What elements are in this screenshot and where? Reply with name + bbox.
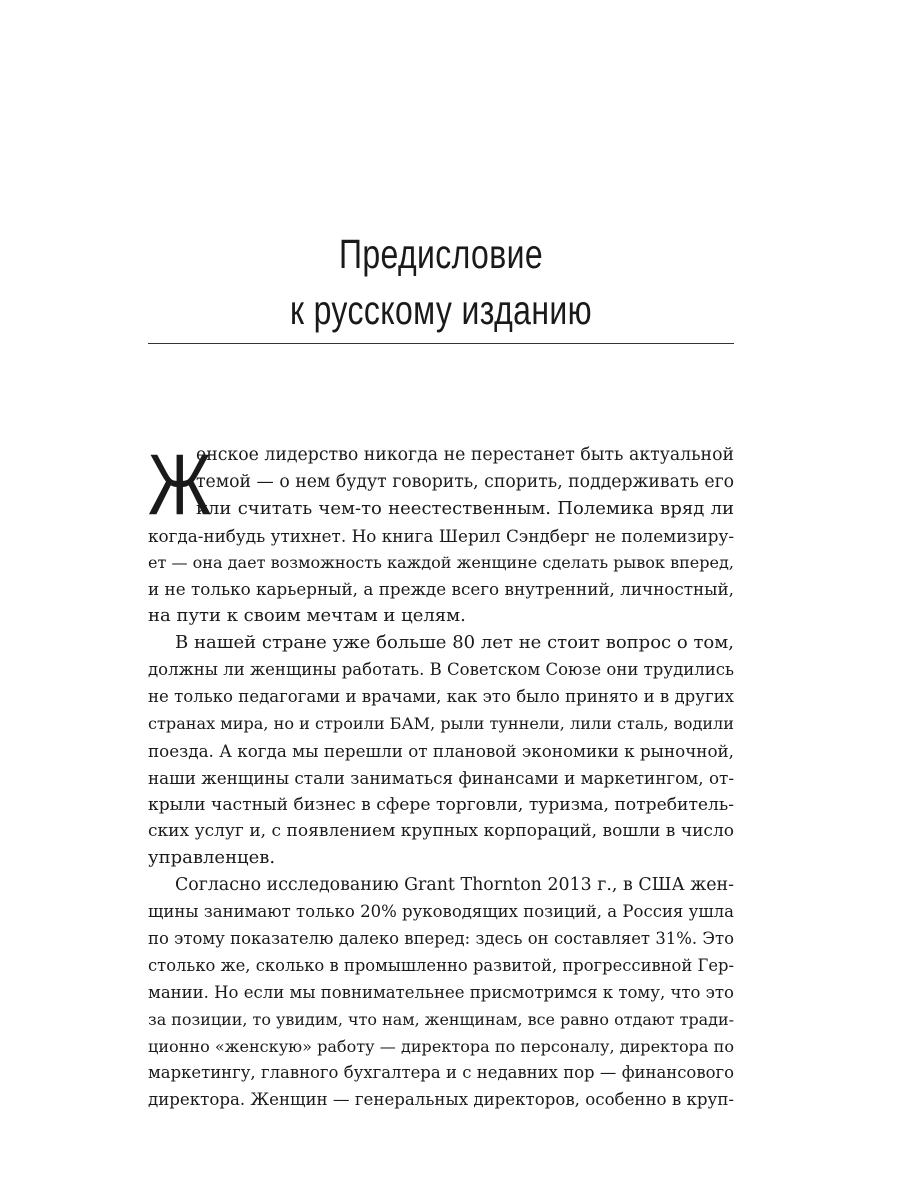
text-line: ет — она дает возможность каждой женщине сделать рывок вперед, (148, 552, 734, 572)
text-line: поезда. А когда мы перешли от плановой экономики к рыночной, (148, 740, 734, 761)
text-line: крыли частный бизнес в сфере торговли, туризма, потребитель- (148, 794, 734, 815)
chapter-title-line-2: к русскому изданию (289, 287, 593, 333)
text-line: Согласно исследованию Grant Thornton 2013 г., в США жен- (175, 875, 734, 896)
text-line: должны ли женщины работать. В Советском Союзе они трудились (148, 660, 734, 680)
text-line: наши женщины стали заниматься финансами и маркетингом, от- (148, 767, 734, 788)
text-line: на пути к своим мечтам и целям. (148, 605, 466, 627)
text-line: директора. Женщин — генеральных директоров, особенно в круп- (148, 1090, 734, 1110)
text-line: странах мира, но и строили БАМ, рыли туннели, лили сталь, водили (148, 713, 734, 733)
body-text (148, 437, 734, 1114)
text-line: енское лидерство никогда не перестанет быть актуальной (196, 445, 734, 465)
text-line: В нашей стране уже больше 80 лет не стоит вопрос о том, (175, 632, 734, 654)
chapter-title-line-1: Предисловие (338, 231, 544, 277)
text-line: не только педагогами и врачами, как это было принято и в других (148, 687, 734, 707)
text-line: ционно «женскую» работу — директора по персоналу, директора по (148, 1036, 734, 1056)
text-line: управленцев. (148, 847, 276, 869)
text-line: когда-нибудь утихнет. Но книга Шерил Сэндберг не полемизиру- (148, 525, 734, 546)
text-line: столько же, сколько в промышленно развитой, прогрессивной Гер- (148, 955, 734, 975)
text-line: и не только карьерный, а прежде всего внутренний, личностный, (148, 579, 734, 600)
text-line: за позиции, то увидим, что нам, женщинам, все равно отдают тради- (148, 1009, 734, 1029)
text-line: темой — о нем будут говорить, спорить, поддерживать его (196, 471, 734, 492)
text-line: маркетингу, главного бухгалтера и с недавних пор — финансового (148, 1063, 734, 1083)
chapter-title (212, 226, 669, 338)
text-line: или считать чем-то неестественным. Полемика вряд ли (196, 497, 734, 519)
text-line: мании. Но если мы повнимательнее присмотримся к тому, что это (148, 982, 734, 1002)
text-line: ских услуг и, с появлением крупных корпораций, вошли в число (148, 821, 734, 842)
drop-cap: Ж (148, 437, 212, 533)
text-line: щины занимают только 20% руководящих позиций, а Россия ушла (148, 902, 734, 922)
text-line: по этому показателю далеко вперед: здесь он составляет 31%. Это (148, 929, 734, 949)
title-divider (148, 343, 734, 344)
